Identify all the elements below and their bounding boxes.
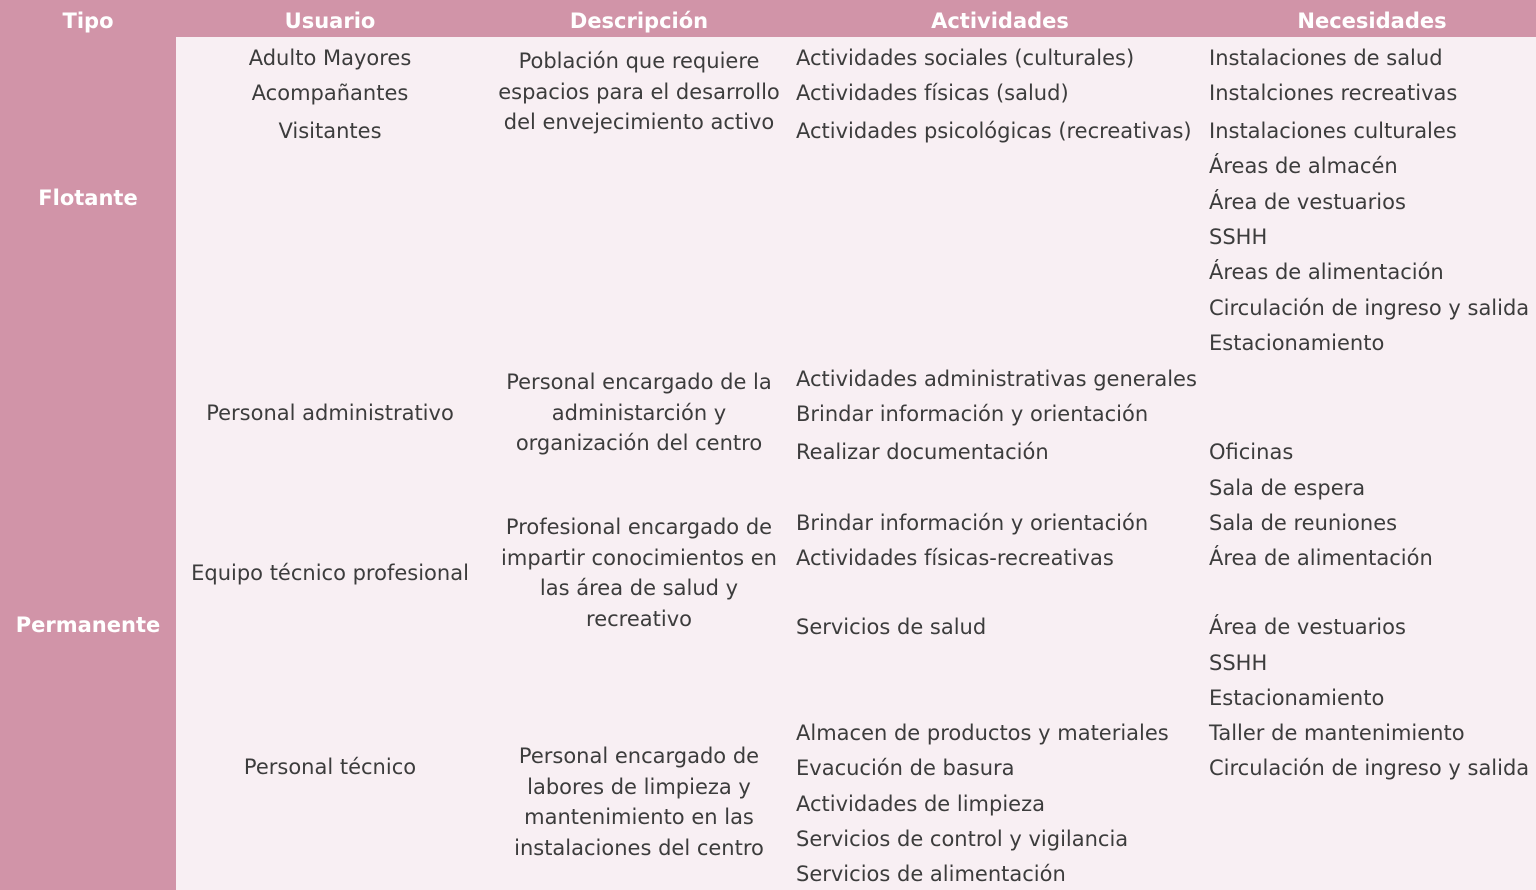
actividad-item: Evacución de basura: [796, 756, 1015, 780]
table-header-row: [0, 0, 1536, 37]
tipo-permanente: Permanente: [15, 613, 161, 637]
usuario-cell: Visitantes: [278, 119, 382, 143]
descripcion-line: las área de salud y: [539, 576, 739, 601]
necesidad-item: Instalaciones culturales: [1209, 119, 1457, 143]
necesidad-item: Oficinas: [1209, 440, 1294, 464]
header-necesidades: Necesidades: [1297, 9, 1447, 33]
descripcion-line: labores de limpieza y: [527, 774, 751, 799]
tipo-flotante: Flotante: [38, 186, 138, 210]
tipo-column: [0, 37, 176, 890]
header-descripcion: Descripción: [569, 9, 709, 33]
usuario-cell: Acompañantes: [251, 81, 409, 105]
necesidad-item: SSHH: [1209, 651, 1268, 675]
actividad-item: Actividades físicas-recreativas: [796, 546, 1114, 570]
actividad-item: Brindar información y orientación: [796, 402, 1149, 426]
descripcion-cell: [514, 741, 764, 863]
necesidad-item: Sala de reuniones: [1209, 511, 1398, 535]
usuario-cell: Equipo técnico profesional: [191, 561, 469, 585]
necesidad-item: Estacionamiento: [1209, 331, 1385, 355]
usuario-cell: Personal técnico: [243, 755, 417, 779]
necesidad-item: Áreas de almacén: [1209, 154, 1398, 178]
descripcion-line: Población que requiere: [518, 49, 760, 73]
actividad-item: Servicios de alimentación: [796, 862, 1066, 886]
usuario-cell: Personal administrativo: [206, 401, 454, 425]
usuario-cell: Adulto Mayores: [248, 46, 412, 70]
descripcion-line: Personal encargado de la: [506, 370, 772, 394]
necesidad-item: Sala de espera: [1209, 476, 1366, 500]
actividad-item: Servicios de salud: [796, 615, 987, 639]
descripcion-cell: [506, 367, 772, 459]
descripcion-line: organización del centro: [515, 431, 763, 456]
actividad-item: Almacen de productos y materiales: [796, 721, 1169, 745]
descripcion-line: instalaciones del centro: [514, 835, 764, 860]
necesidad-item: Circulación de ingreso y salida: [1209, 296, 1530, 320]
actividad-item: Actividades psicológicas (recreativas): [796, 119, 1192, 143]
necesidad-item: Circulación de ingreso y salida: [1209, 756, 1530, 780]
actividad-item: Realizar documentación: [796, 440, 1049, 464]
necesidad-item: Área de alimentación: [1209, 546, 1433, 570]
descripcion-line: Profesional encargado de: [505, 515, 773, 539]
descripcion-line: impartir conocimientos en: [501, 545, 777, 570]
header-actividades: Actividades: [931, 9, 1069, 33]
necesidad-item: SSHH: [1209, 225, 1268, 249]
actividad-item: Actividades físicas (salud): [796, 81, 1069, 105]
actividad-item: Brindar información y orientación: [796, 511, 1149, 535]
descripcion-line: espacios para el desarrollo: [498, 79, 780, 104]
descripcion-line: administarción y: [551, 400, 727, 425]
necesidad-item: Estacionamiento: [1209, 686, 1385, 710]
actividad-item: Actividades de limpieza: [796, 792, 1045, 816]
actividad-item: Actividades sociales (culturales): [796, 46, 1135, 70]
descripcion-line: Personal encargado de: [518, 744, 760, 768]
necesidad-item: Instalciones recreativas: [1209, 81, 1458, 105]
actividad-item: Servicios de control y vigilancia: [796, 827, 1129, 851]
header-tipo: Tipo: [62, 9, 114, 33]
necesidad-item: Área de vestuarios: [1209, 190, 1406, 214]
necesidad-item: Instalaciones de salud: [1209, 46, 1443, 70]
descripcion-line: mantenimiento en las: [524, 805, 754, 830]
necesidad-item: Área de vestuarios: [1209, 615, 1406, 639]
necesidad-item: Áreas de alimentación: [1209, 260, 1444, 284]
necesidad-item: Taller de mantenimiento: [1209, 721, 1465, 745]
descripcion-cell: [498, 46, 780, 138]
descripcion-line: recreativo: [586, 606, 692, 631]
descripcion-cell: [501, 512, 777, 634]
header-usuario: Usuario: [284, 9, 376, 33]
actividad-item: Actividades administrativas generales: [796, 367, 1197, 391]
descripcion-line: del envejecimiento activo: [503, 110, 775, 135]
